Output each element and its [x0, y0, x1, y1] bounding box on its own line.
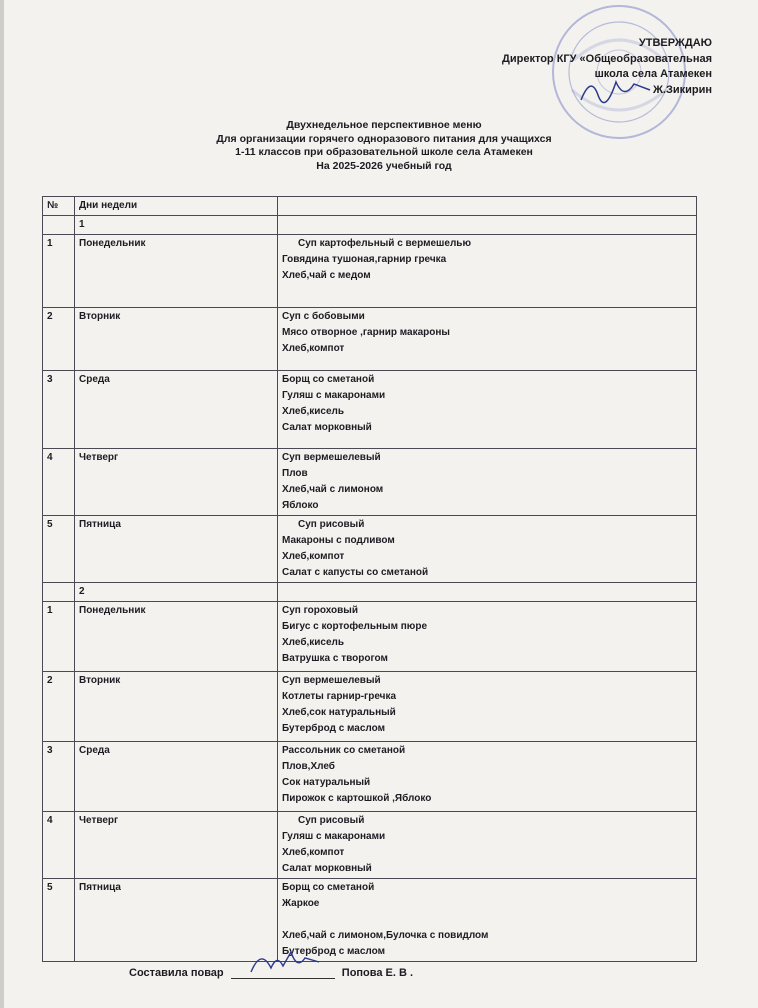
row-day: Понедельник	[75, 602, 278, 672]
dish: Салат морковный	[282, 422, 372, 433]
dish: Рассольник со сметаной	[282, 745, 406, 756]
dish: Ватрушка с творогом	[282, 653, 388, 664]
row-menu	[278, 879, 697, 962]
signature-line	[231, 966, 335, 979]
row-day: Среда	[75, 742, 278, 812]
table-header-row	[43, 197, 697, 216]
row-num: 4	[43, 449, 75, 516]
week-row	[43, 583, 697, 602]
week-label: 2	[75, 583, 278, 602]
dish: Сок натуральный	[282, 777, 371, 788]
table-row	[43, 235, 697, 308]
dish: Хлеб,кисель	[282, 637, 345, 648]
table-row	[43, 672, 697, 742]
row-menu	[278, 449, 697, 516]
dish: Яблоко	[282, 500, 319, 511]
compiled-by-label: Составила повар	[129, 967, 224, 979]
row-day: Четверг	[75, 812, 278, 879]
dish: Котлеты гарнир-гречка	[282, 691, 397, 702]
row-num: 1	[43, 602, 75, 672]
dish: Хлеб,компот	[282, 847, 345, 858]
dish: Гуляш с макаронами	[282, 831, 386, 842]
approval-school: школа села Атамекен	[594, 68, 712, 80]
dish: Хлеб,компот	[282, 343, 345, 354]
dish: Плов	[282, 468, 308, 479]
dish: Суп картофельный с вермешелью	[298, 238, 471, 249]
dish: Борщ со сметаной	[282, 374, 375, 385]
dish: Суп вермешелевый	[282, 452, 381, 463]
dish: Суп с бобовыми	[282, 311, 365, 322]
dish: Макароны с подливом	[282, 535, 395, 546]
dish: Хлеб,компот	[282, 551, 345, 562]
dish: Суп рисовый	[298, 815, 365, 826]
director-signature	[576, 70, 656, 110]
dish: Жаркое	[282, 898, 320, 909]
approval-position: Директор КГУ «Общеобразовательная	[502, 52, 712, 65]
table-row	[43, 371, 697, 449]
cook-signature	[231, 944, 335, 980]
title-line-2: Для организации горячего одноразового питания для учащихся	[216, 132, 552, 145]
dish: Салат с капусты со сметаной	[282, 567, 429, 578]
row-menu	[278, 235, 697, 308]
row-day: Вторник	[75, 672, 278, 742]
week-row	[43, 216, 697, 235]
dish	[282, 912, 692, 928]
table-row	[43, 602, 697, 672]
row-menu	[278, 308, 697, 371]
row-day: Четверг	[75, 449, 278, 516]
menu-table	[42, 196, 697, 962]
document-page	[4, 0, 758, 1008]
row-num: 1	[43, 235, 75, 308]
dish: Суп гороховый	[282, 605, 358, 616]
row-menu	[278, 516, 697, 583]
dish: Хлеб,кисель	[282, 406, 345, 417]
header-day: Дни недели	[75, 197, 278, 216]
dish: Бигус с кортофельным пюре	[282, 621, 428, 632]
table-row	[43, 516, 697, 583]
footer	[129, 966, 413, 979]
dish: Хлеб,сок натуральный	[282, 707, 396, 718]
row-num: 5	[43, 516, 75, 583]
cook-name: Попова Е. В .	[341, 967, 414, 979]
approval-director-name: Ж.Зикирин	[652, 83, 712, 96]
table-row	[43, 308, 697, 371]
row-menu	[278, 742, 697, 812]
dish: Пирожок с картошкой ,Яблоко	[282, 793, 432, 804]
dish: Мясо отворное ,гарнир макароны	[282, 327, 450, 338]
title-line-4: На 2025-2026 учебный год	[316, 159, 452, 172]
dish: Салат морковный	[282, 863, 372, 874]
dish: Суп рисовый	[298, 519, 365, 530]
approval-heading: УТВЕРЖДАЮ	[638, 37, 712, 49]
row-num: 3	[43, 371, 75, 449]
dish: Бутерброд с маслом	[282, 946, 386, 957]
table-row	[43, 742, 697, 812]
week-label: 1	[75, 216, 278, 235]
row-menu	[278, 371, 697, 449]
row-num: 4	[43, 812, 75, 879]
row-day: Понедельник	[75, 235, 278, 308]
title-line-1: Двухнедельное перспективное меню	[286, 119, 482, 131]
header-menu	[278, 197, 697, 216]
row-num: 2	[43, 308, 75, 371]
table-row	[43, 449, 697, 516]
dish: Хлеб,чай с лимоном,Булочка с повидлом	[282, 930, 489, 941]
dish: Бутерброд с маслом	[282, 723, 386, 734]
dish: Суп вермешелевый	[282, 675, 381, 686]
row-menu	[278, 812, 697, 879]
header-num: №	[43, 197, 75, 216]
title-line-3: 1-11 классов при образовательной школе села Атамекен	[235, 146, 533, 158]
row-day: Вторник	[75, 308, 278, 371]
row-day: Пятница	[75, 879, 278, 962]
row-day: Среда	[75, 371, 278, 449]
row-day: Пятница	[75, 516, 278, 583]
row-num: 3	[43, 742, 75, 812]
dish: Говядина тушоная,гарнир гречка	[282, 254, 447, 265]
dish: Плов,Хлеб	[282, 761, 335, 772]
dish: Гуляш с макаронами	[282, 390, 386, 401]
table-row	[43, 879, 697, 962]
dish: Хлеб,чай с медом	[282, 270, 371, 281]
dish: Хлеб,чай с лимоном	[282, 484, 384, 495]
row-num: 2	[43, 672, 75, 742]
document-title	[154, 119, 614, 173]
row-menu	[278, 602, 697, 672]
table-row	[43, 812, 697, 879]
row-menu	[278, 672, 697, 742]
row-num: 5	[43, 879, 75, 962]
dish: Борщ со сметаной	[282, 882, 375, 893]
